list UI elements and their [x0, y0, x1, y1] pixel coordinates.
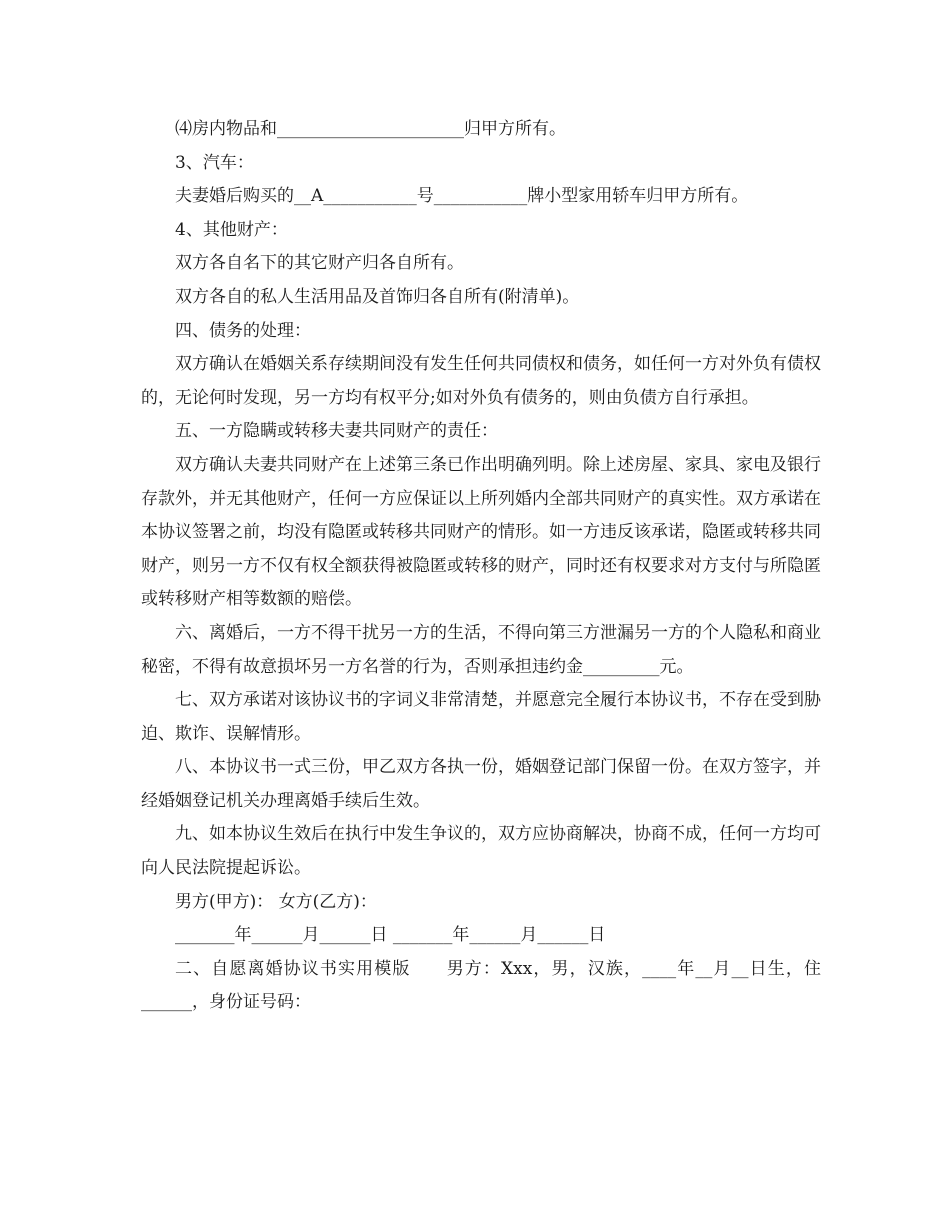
signature-line: 男方(甲方)： 女方(乙方)： — [175, 891, 377, 912]
heading-car: 3、汽车： — [175, 152, 254, 173]
paragraph-household-items: ⑷房内物品和______________________归甲方所有。 — [175, 119, 566, 139]
document-body — [141, 113, 821, 1020]
date-line: _______年______月______日 _______年______月______日 — [175, 925, 606, 946]
paragraph-copies: 八、本协议书一式三份，甲乙双方各执一份，婚姻登记部门保留一份。在双方签字，并经婚姻登记机关办理离婚手续后生效。 — [141, 757, 821, 811]
heading-other-property: 4、其他财产： — [175, 219, 288, 240]
heading-concealment: 五、一方隐瞒或转移夫妻共同财产的责任： — [175, 421, 498, 442]
paragraph-debts: 双方确认在婚姻关系存续期间没有发生任何共同债权和债务，如任何一方对外负有债权的，无论何时发现，另一方均有权平分;如对外负有债务的，则由负债方自行承担。 — [141, 354, 821, 408]
paragraph-understanding: 七、双方承诺对该协议书的字词义非常清楚，并愿意完全履行本协议书，不存在受到胁迫、欺诈、误解情形。 — [141, 690, 821, 744]
heading-debts: 四、债务的处理： — [175, 320, 311, 341]
paragraph-concealment: 双方确认夫妻共同财产在上述第三条已作出明确列明。除上述房屋、家具、家电及银行存款外，并无其他财产，任何一方应保证以上所列婚内全部共同财产的真实性。双方承诺在本协议签署之前，均没有隐匿或转移共同财产的情形。如一方违反该承诺，隐匿或转移共同财产，则另一方不仅有权全额获得被隐匿或转移的财产，同时还有权要求对方支付与所隐匿或转移财产相等数额的赔偿。 — [141, 454, 821, 610]
paragraph-disputes: 九、如本协议生效后在执行中发生争议的，双方应协商解决，协商不成，任何一方均可向人民法院提起诉讼。 — [141, 824, 821, 879]
paragraph-car: 夫妻婚后购买的__A___________号___________牌小型家用轿车归甲方所有。 — [175, 186, 749, 207]
paragraph-privacy: 六、离婚后，一方不得干扰另一方的生活，不得向第三方泄漏另一方的个人隐私和商业秘密，不得有故意损坏另一方名誉的行为，否则承担违约金_________元。 — [141, 622, 821, 677]
paragraph-other-property: 双方各自名下的其它财产归各自所有。 — [175, 253, 464, 274]
paragraph-template-title: 二、自愿离婚协议书实用模版 男方：Xxx，男，汉族，____年__月__日生，住______，身份证号码： — [141, 958, 821, 1013]
paragraph-personal-items: 双方各自的私人生活用品及首饰归各自所有(附清单)。 — [175, 286, 580, 307]
